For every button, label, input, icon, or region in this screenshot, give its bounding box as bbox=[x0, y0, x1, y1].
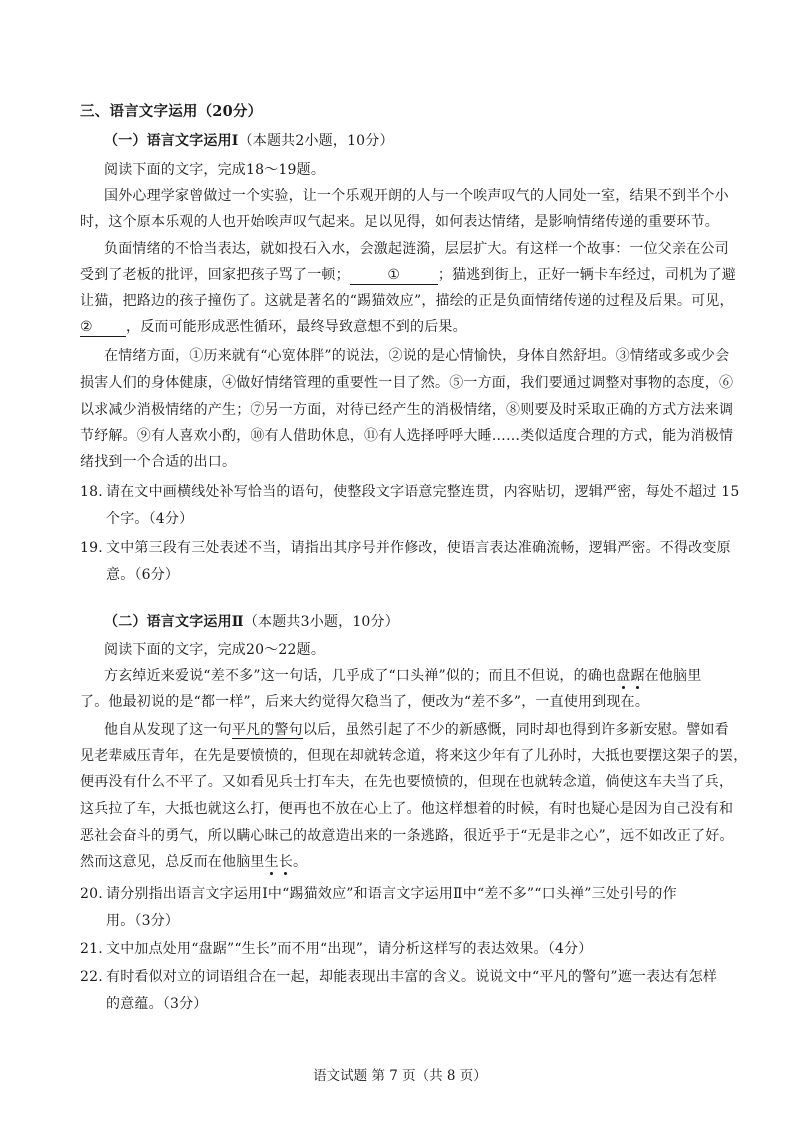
part2-paragraph-2-line-6-start: 然而这意见，总反而在他脑里 bbox=[80, 854, 265, 870]
part1-paragraph-2-line-2 bbox=[80, 265, 737, 285]
part1-paragraph-2-line-4 bbox=[80, 317, 730, 337]
part2-instruction: 阅读下面的文字，完成20～22题。 bbox=[104, 642, 326, 658]
part2-paragraph-2-line-4: 这兵拉了车，大抵也就这么打，便再也不放在心上了。他这样想着的时候，有时也疑心是因为自己没有和 bbox=[80, 801, 734, 817]
part2-paragraph-1-line-2: 了。他最初说的是“都一样”，后来大约觉得欠稳当了，便改为“差不多”，一直使用到现在。 bbox=[80, 694, 650, 710]
section-heading: 三、语言文字运用（20分） bbox=[80, 103, 263, 120]
part1-paragraph-2-line-1: 负面情绪的不恰当表达，就如投石入水，会激起涟漪，层层扩大。有这样一个故事：一位父亲在公司 bbox=[104, 241, 729, 257]
part2-header bbox=[104, 612, 754, 632]
underlined-phrase: 平凡的警句 bbox=[231, 722, 303, 738]
part1-paragraph-1-line-2: 时，这个原本乐观的人也开始唉声叹气起来。足以见得，如何表达情绪，是影响情绪传递的重要环节。 bbox=[80, 214, 719, 230]
question-19-line-2: 意。（6分） bbox=[106, 567, 180, 583]
emphasis-char-pan: 盘 bbox=[616, 668, 631, 684]
emphasis-char-ju: 踞 bbox=[630, 668, 645, 684]
part1-paragraph-2-line-2-end: ；猫逃到街上，正好一辆卡车经过，司机为了避 bbox=[437, 267, 737, 283]
question-21-line-1: 文中加点处用“盘踞”“生长”而不用“出现”，请分析这样写的表达效果。（4分） bbox=[106, 941, 593, 957]
question-22-line-1: 有时看似对立的词语组合在一起，却能表现出丰富的含义。说说文中“平凡的警句”遮一表达有怎样 bbox=[106, 969, 718, 985]
part2-paragraph-1-line-1-end: 在他脑里 bbox=[644, 668, 702, 684]
question-20 bbox=[80, 884, 730, 904]
part2-paragraph-1-line-1 bbox=[104, 666, 754, 686]
question-21-number: 21. bbox=[80, 941, 103, 957]
part1-paragraph-1-line-1: 国外心理学家曾做过一个实验，让一个乐观开朗的人与一个唉声叹气的人同处一室，结果不到半个小 bbox=[104, 188, 729, 204]
part2-paragraph-2-line-6-end: 。 bbox=[293, 854, 308, 870]
part1-paragraph-3-line-2: 损害人们的身体健康，④做好情绪管理的重要性一目了然。⑤一方面，我们要通过调整对事物的态度，⑥ bbox=[80, 375, 734, 391]
question-18-line-2: 个字。（4分） bbox=[106, 511, 194, 527]
question-21 bbox=[80, 939, 730, 959]
question-19-number: 19. bbox=[80, 540, 103, 556]
question-18 bbox=[80, 482, 740, 502]
part2-paragraph-2-line-1-start: 他自从发现了这一句 bbox=[104, 722, 232, 738]
part2-paragraph-2-line-3: 便再没有什么不平了。又如看见兵士打车夫，在先也要愤愤的，但现在也就转念道，倘使这车夫当了兵， bbox=[80, 774, 734, 790]
part1-paragraph-3-line-3: 以求减少消极情绪的产生；⑦另一方面，对待已经产生的消极情绪，⑧则要及时采取正确的方式方法来调 bbox=[80, 402, 734, 418]
part2-paragraph-1-line-1-start: 方玄绰近来爱说“差不多”这一句话，几乎成了“口头禅”似的；而且不但说，的确也 bbox=[104, 668, 617, 684]
part2-paragraph-2-line-5: 恶社会奋斗的勇气，所以瞒心昧己的故意造出来的一条逃路，很近乎于“无是非之心”，远不如改正了好。 bbox=[80, 828, 734, 844]
question-22 bbox=[80, 967, 730, 987]
fill-blank-2: ② bbox=[80, 318, 126, 337]
emphasis-char-sheng: 生 bbox=[264, 854, 279, 870]
part1-header bbox=[104, 131, 754, 151]
fill-blank-1: ① bbox=[350, 266, 438, 285]
part1-title: （一）语言文字运用Ⅰ bbox=[104, 133, 239, 149]
part2-paragraph-2-line-2: 见老辈威压青年，在先是要愤愤的，但现在却就转念道，将来这少年有了儿孙时，大抵也要摆这架子的罢， bbox=[80, 748, 748, 764]
question-19-line-1: 文中第三段有三处表述不当，请指出其序号并作修改，使语言表达准确流畅，逻辑严密。不得改变原 bbox=[106, 540, 731, 556]
part2-paragraph-2-line-1-end: 以后，虽然引起了不少的新感慨，同时却也得到许多新安慰。譬如看 bbox=[302, 722, 729, 738]
part2-paragraph-2-line-1 bbox=[104, 720, 754, 740]
part2-note: （本题共3小题，10分） bbox=[243, 614, 399, 630]
question-19 bbox=[80, 538, 730, 558]
question-20-line-1: 请分别指出语言文字运用Ⅰ中“踢猫效应”和语言文字运用Ⅱ中“差不多”“口头禅”三处引号的作 bbox=[106, 886, 677, 902]
question-18-number: 18. bbox=[80, 484, 103, 500]
part2-paragraph-2-line-6 bbox=[80, 852, 730, 872]
part1-paragraph-2-line-3: 让猫，把路边的孩子撞伤了。这就是著名的“踢猫效应”，描绘的正是负面情绪传递的过程及后果。可见， bbox=[80, 293, 734, 309]
part1-paragraph-2-line-4-end: ，反而可能形成恶性循环，最终导致意想不到的后果。 bbox=[126, 319, 467, 335]
part1-paragraph-3-line-4: 节纾解。⑨有人喜欢小酌，⑩有人借助休息，⑪有人选择呼呼大睡……类似适度合理的方式，能为消极情 bbox=[80, 428, 734, 444]
question-22-number: 22. bbox=[80, 969, 103, 985]
part1-paragraph-2-line-2-start: 受到了老板的批评，回家把孩子骂了一顿； bbox=[80, 267, 350, 283]
page-footer: 语文试题 第 7 页（共 8 页） bbox=[313, 1068, 487, 1084]
part1-paragraph-3-line-1: 在情绪方面，①历来就有“心宽体胖”的说法，②说的是心情愉快，身体自然舒坦。③情绪或多或少会 bbox=[104, 348, 730, 364]
part1-instruction: 阅读下面的文字，完成18～19题。 bbox=[104, 162, 326, 178]
question-22-line-2: 的意蕴。（3分） bbox=[106, 996, 208, 1012]
emphasis-char-zhang: 长 bbox=[278, 854, 294, 870]
part2-title: （二）语言文字运用Ⅱ bbox=[104, 614, 244, 630]
question-20-line-2: 用。（3分） bbox=[106, 913, 180, 929]
question-18-line-1: 请在文中画横线处补写恰当的语句，使整段文字语意完整连贯，内容贴切，逻辑严密，每处不超过 15 bbox=[106, 484, 740, 500]
part1-paragraph-3-line-5: 绪找到一个合适的出口。 bbox=[80, 454, 237, 470]
part1-note: （本题共2小题，10分） bbox=[238, 133, 394, 149]
question-20-number: 20. bbox=[80, 886, 103, 902]
